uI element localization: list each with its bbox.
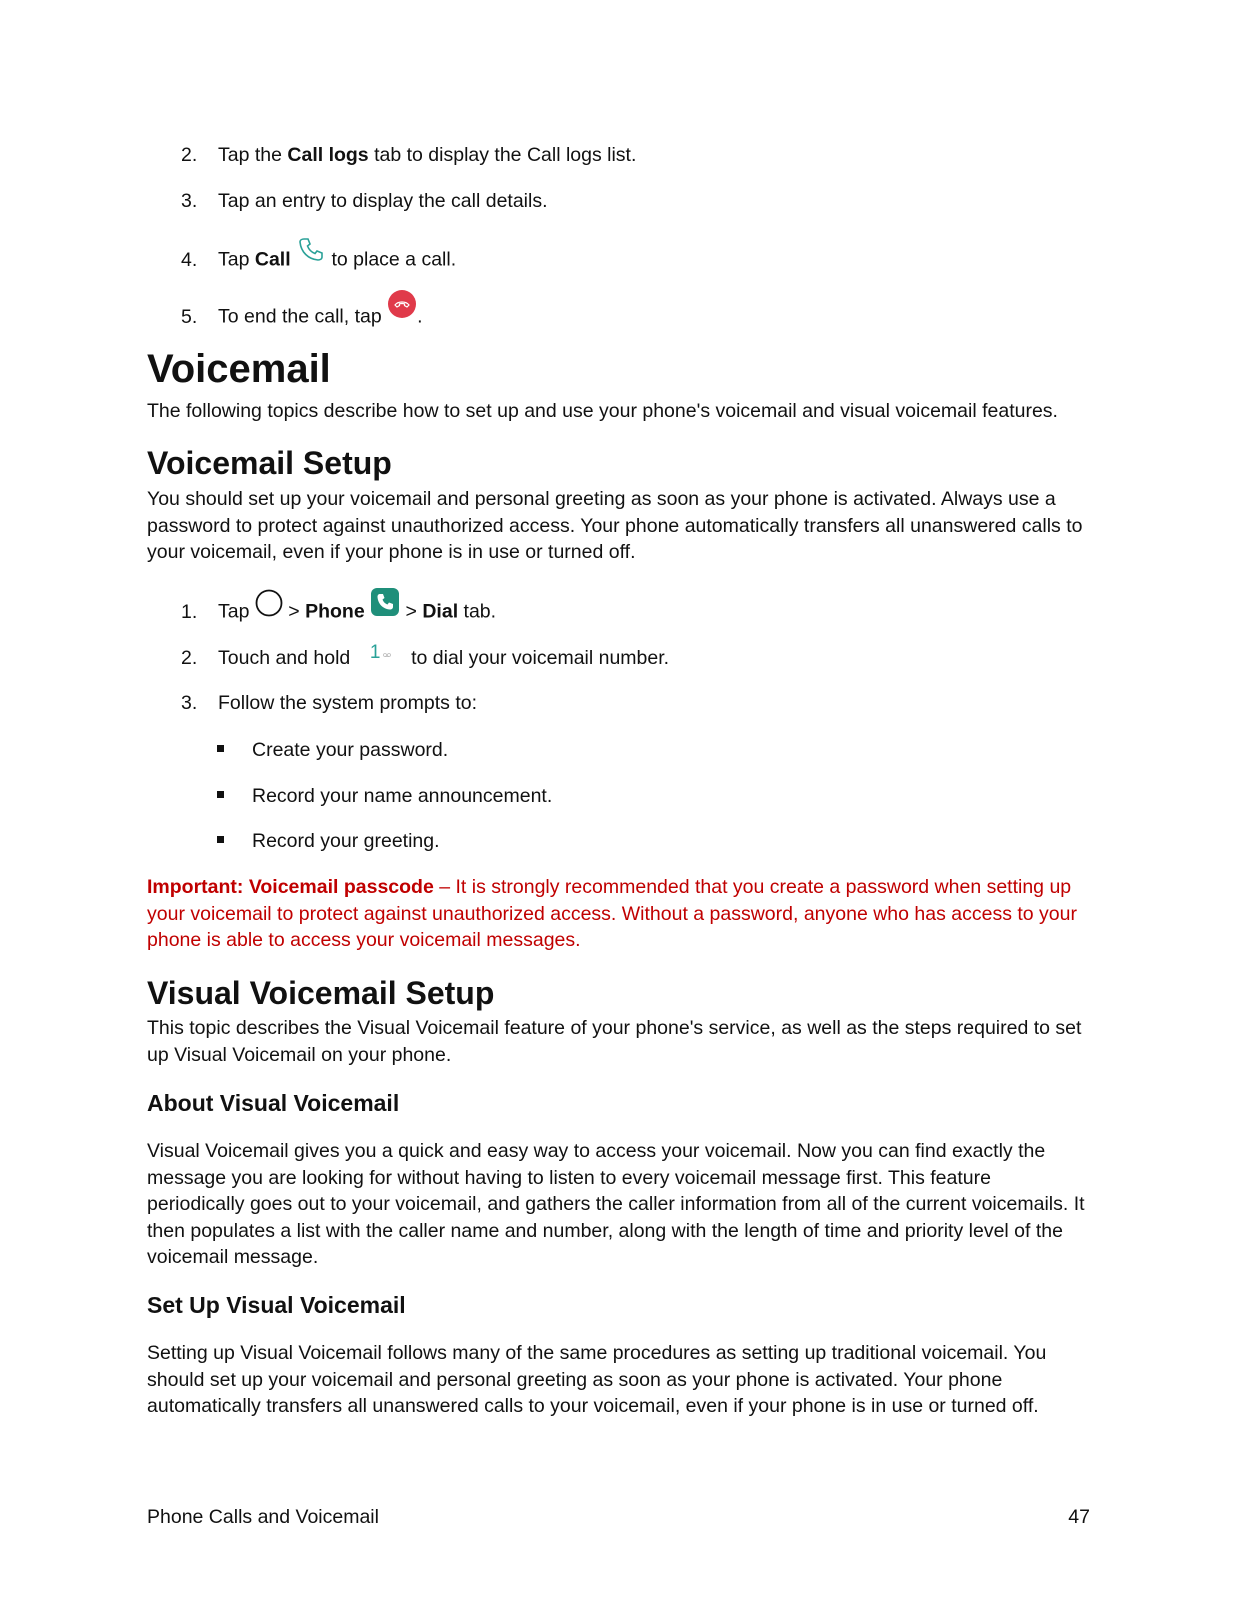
setup-step-3: 3. Follow the system prompts to: — [181, 692, 478, 714]
step-tap-call: 4. Tap Call to place a call. — [181, 244, 456, 277]
footer-section-title: Phone Calls and Voicemail — [147, 1506, 379, 1528]
setup-step-2: 2. Touch and hold 1 to dial your voicemail number. — [181, 645, 669, 672]
visual-voicemail-intro: This topic describes the Visual Voicemail feature of your phone's service, as well as the steps required to set up Visual Voicemail on your phone. — [147, 1017, 1082, 1066]
end-call-icon — [387, 289, 417, 326]
list-item: Record your name announcement. — [217, 783, 552, 809]
step-call-logs: 2. Tap the Call logs tab to display the Call logs list. — [181, 144, 637, 166]
voicemail-setup-intro: You should set up your voicemail and personal greeting as soon as your phone is activated. Always use a password to protect against unauthorized access. Your phone automatically transfers all unanswered calls to your voicemail, even if your phone is in use or turned off. — [147, 488, 1083, 563]
set-up-visual-voicemail-heading: Set Up Visual Voicemail — [147, 1292, 406, 1318]
home-circle-icon — [255, 589, 283, 624]
about-visual-voicemail-text: Visual Voicemail gives you a quick and easy way to access your voicemail. Now you can find exactly the message you are looking for without having to listen to every voicemail message first. This feature periodically goes out to your voicemail, and gathers the caller information from all of the current voicemails. It then populates a list with the caller name and number, along with the length of time and priority level of the voicemail message. — [147, 1140, 1085, 1268]
important-note: Important: Voicemail passcode – It is strongly recommended that you create a password when setting up your voicemail to protect against unauthorized access. Without a password, anyone who has access to your phone is able to access your voicemail messages. — [147, 876, 1077, 951]
setup-step-1: 1. Tap > Phone > Dial tab. — [181, 594, 496, 631]
about-visual-voicemail-heading: About Visual Voicemail — [147, 1090, 400, 1116]
call-icon — [298, 236, 324, 269]
visual-voicemail-setup-heading: Visual Voicemail Setup — [147, 975, 495, 1011]
voicemail-setup-heading: Voicemail Setup — [147, 445, 392, 481]
page-number: 47 — [1068, 1506, 1090, 1528]
set-up-visual-voicemail-text: Setting up Visual Voicemail follows many of the same procedures as setting up traditional voicemail. You should set up your voicemail and personal greeting as soon as your phone is activated. Your phone automatically transfers all unanswered calls to your voicemail, even if your phone is in use or turned off. — [147, 1342, 1047, 1417]
bullet-icon — [217, 791, 224, 798]
list-item: Record your greeting. — [217, 828, 440, 854]
dial-key-1-voicemail-icon: 1 — [356, 639, 406, 666]
bullet-icon — [217, 836, 224, 843]
list-item: Create your password. — [217, 737, 448, 763]
bullet-icon — [217, 745, 224, 752]
step-tap-entry: 3. Tap an entry to display the call details. — [181, 190, 548, 212]
step-end-call: 5. To end the call, tap . — [181, 299, 423, 336]
voicemail-heading: Voicemail — [147, 347, 331, 391]
voicemail-intro: The following topics describe how to set up and use your phone's voicemail and visual voicemail features. — [147, 400, 1058, 422]
phone-app-icon — [370, 587, 400, 624]
